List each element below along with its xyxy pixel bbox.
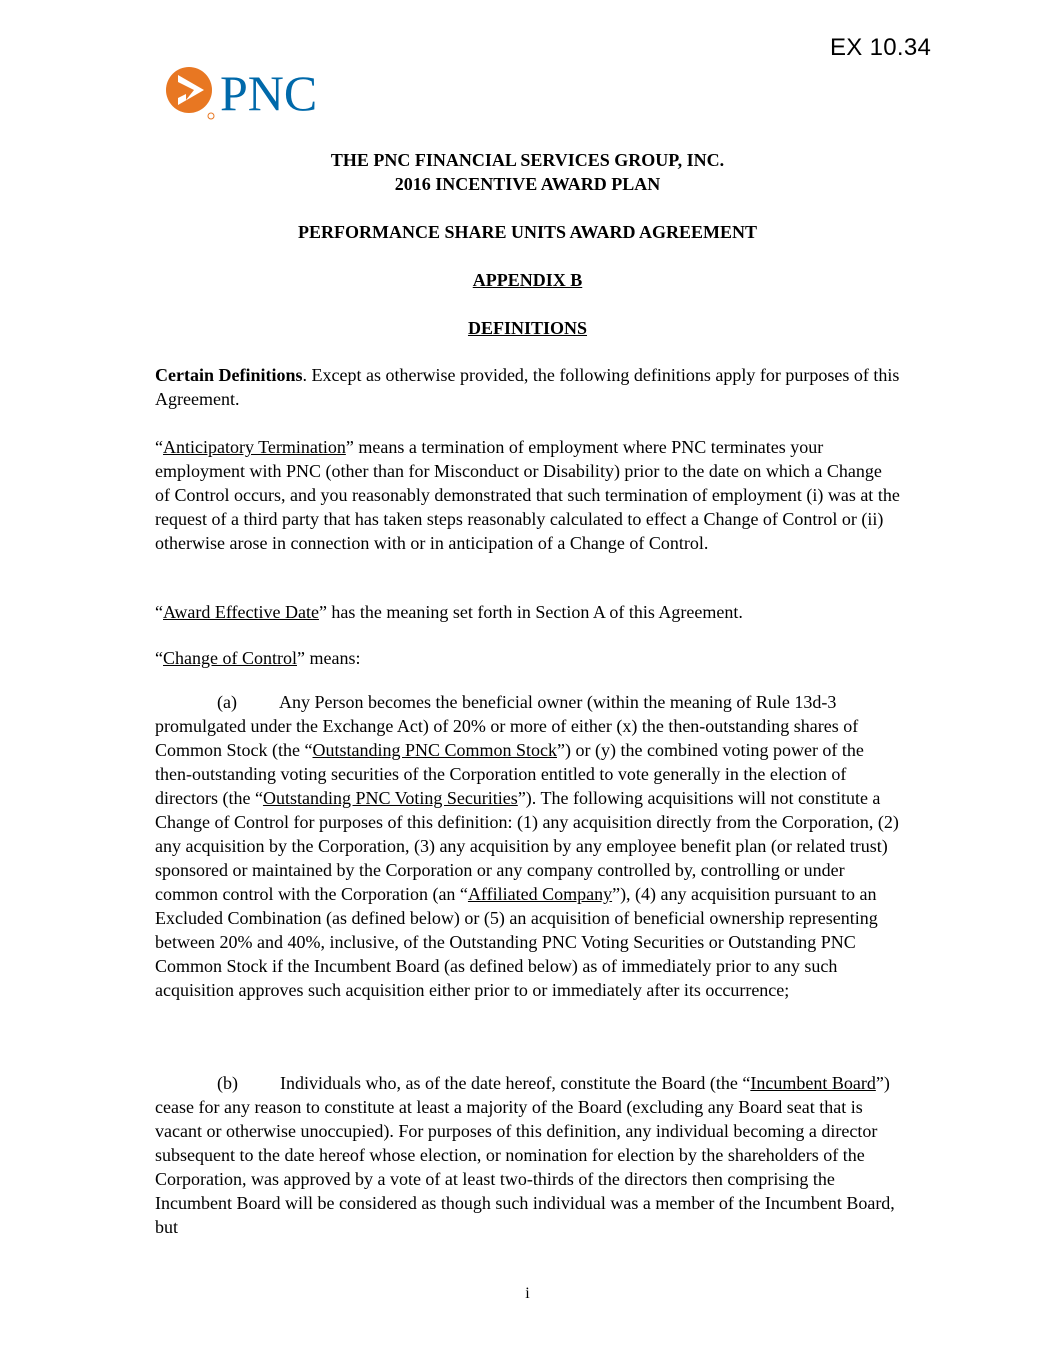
defined-term: Anticipatory Termination bbox=[163, 437, 346, 457]
pnc-arrow-logo-icon bbox=[164, 66, 339, 122]
section-title: DEFINITIONS bbox=[467, 318, 588, 338]
open-quote: “ bbox=[155, 602, 163, 622]
clause-text: Any Person becomes the beneficial owner (within the meaning of Rule 13d-3 promulgated under the Exchange Act) of 20% or more of either (x) the then-outstanding shares of Common Stock (the “ bbox=[155, 692, 859, 760]
defined-term: Affiliated Company bbox=[467, 884, 613, 904]
defined-term: Incumbent Board bbox=[750, 1073, 876, 1093]
clause-text: ”) cease for any reason to constitute at least a majority of the Board (excluding any Board seat that is vacant or otherwise unoccupied). For purposes of this definition, any individual becoming a director subsequent to the date hereof whose election, or nomination for election by the shareholders of the Corporation, was approved by a vote of at least two-thirds of the directors then comprising the Incumbent Board will be considered as though such individual was a member of the Incumbent Board, but bbox=[155, 1073, 895, 1237]
logo-text: PNC bbox=[220, 66, 318, 121]
defined-term: Outstanding PNC Voting Securities bbox=[262, 788, 518, 808]
intro-heading: Certain Definitions bbox=[155, 365, 303, 385]
clause-text: ”) or (y) the combined voting power of the then-outstanding voting securities of the Corporation entitled to vote generally in the election of directors (the “ bbox=[155, 740, 864, 808]
clause-a bbox=[155, 690, 900, 1002]
clause-b bbox=[155, 1071, 900, 1239]
clause-a-label: (a) bbox=[217, 692, 237, 712]
agreement-title: PERFORMANCE SHARE UNITS AWARD AGREEMENT bbox=[297, 222, 758, 242]
definition-award-effective-date bbox=[155, 600, 900, 624]
definition-anticipatory-termination bbox=[155, 435, 900, 555]
open-quote: “ bbox=[155, 437, 163, 457]
appendix-title: APPENDIX B bbox=[472, 270, 583, 290]
page-number: i bbox=[525, 1285, 530, 1302]
intro-text: . Except as otherwise provided, the following definitions apply for purposes of this Agreement. bbox=[155, 365, 900, 409]
definition-text: ” means a termination of employment where PNC terminates your employment with PNC (other than for Misconduct or Disability) prior to the date on which a Change of Control occurs, and you reasonably demonstrated that such termination of employment (i) was at the request of a third party that has taken steps reasonably calculated to effect a Change of Control or (ii) otherwise arose in connection with or in anticipation of a Change of Control. bbox=[155, 437, 900, 553]
intro-paragraph bbox=[155, 363, 900, 411]
exhibit-label: EX 10.34 bbox=[830, 34, 932, 61]
defined-term: Award Effective Date bbox=[163, 602, 319, 622]
clause-text: Individuals who, as of the date hereof, constitute the Board (the “ bbox=[280, 1073, 751, 1093]
defined-term: Change of Control bbox=[163, 648, 297, 668]
defined-term: Outstanding PNC Common Stock bbox=[312, 740, 558, 760]
clause-b-label: (b) bbox=[217, 1073, 238, 1093]
plan-title bbox=[155, 148, 900, 196]
title-line-1: THE PNC FINANCIAL SERVICES GROUP, INC. bbox=[330, 150, 725, 170]
definition-change-of-control bbox=[155, 646, 900, 670]
pnc-logo bbox=[164, 66, 339, 122]
definition-text: ” has the meaning set forth in Section A of this Agreement. bbox=[318, 602, 743, 622]
open-quote: “ bbox=[155, 648, 163, 668]
definition-text: ” means: bbox=[296, 648, 361, 668]
title-line-2: 2016 INCENTIVE AWARD PLAN bbox=[394, 174, 661, 194]
clause-text: ”), (4) any acquisition pursuant to an Excluded Combination (as defined below) or (5) an acquisition of beneficial ownership representing between 20% and 40%, inclusive, of the Outstanding PNC Voting Securities or Outstanding PNC Common Stock if the Incumbent Board (as defined below) as of immediately prior to any such acquisition approves such acquisition either prior to or immediately after its occurrence; bbox=[155, 884, 878, 1000]
clause-text: ”). The following acquisitions will not constitute a Change of Control for purposes of this definition: (1) any acquisition directly from the Corporation, (2) any acquisition by the Corporation, (3) any acquisition by any employee benefit plan (or related trust) sponsored or maintained by the Corporation or any company controlled by, controlling or under common control with the Corporation (an “ bbox=[155, 788, 899, 904]
